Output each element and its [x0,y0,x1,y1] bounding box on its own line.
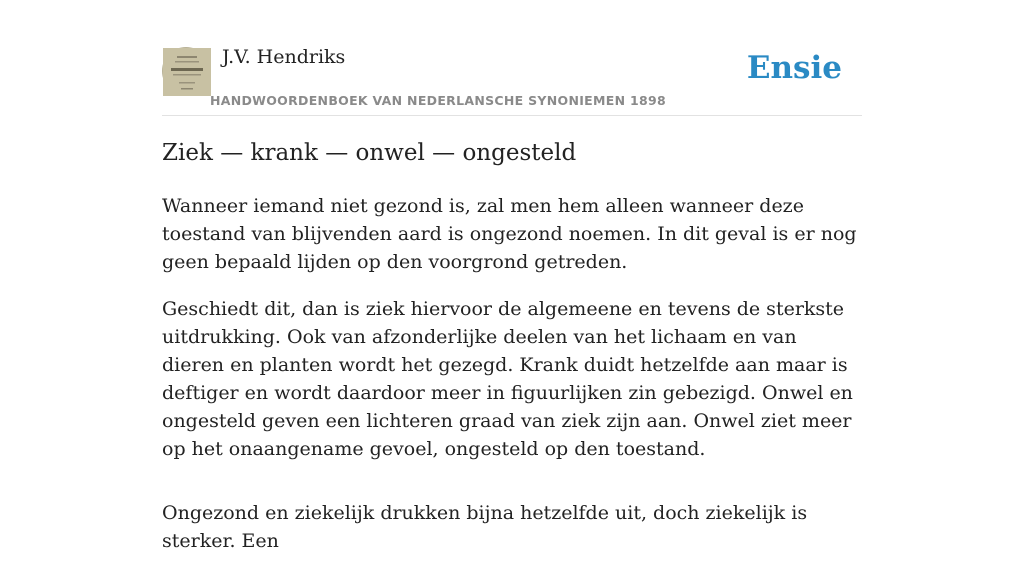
entry-paragraph: Wanneer iemand niet gezond is, zal men hem alleen wanneer deze toestand van blijvenden aard is ongezond noemen. In dit geval is er nog geen bepaald lijden op den voorgrond getreden. [162,195,857,273]
book-cover-icon [163,48,211,96]
page-container [162,0,862,552]
entry-paragraph: Ongezond en ziekelijk drukken bijna hetzelfde uit, doch ziekelijk is sterker. Een [162,502,808,552]
entry-paragraph: Geschiedt dit, dan is ziek hiervoor de algemeene en tevens de sterkste uitdrukking. Ook van afzonderlijke deelen van het lichaam en van dieren en planten wordt het gezegd. Krank duidt hetzelfde aan maar is deftiger en wordt daardoor meer in figuurlijken zin gebezigd. Onwel en ongesteld geven een lichteren graad van ziek zijn aan. Onwel ziet meer op het onaangename gevoel, ongesteld op den toestand. [162,298,853,460]
ensie-logo[interactable]: Ensie [746,50,842,86]
author-name[interactable]: J.V. Hendriks [222,46,346,68]
entry-body [162,192,862,574]
header [162,0,862,116]
source-title[interactable]: HANDWOORDENBOEK VAN NEDERLANSCHE SYNONIEMEN 1898 [210,93,667,108]
entry-title: Ziek — krank — onwel — ongesteld [162,140,577,166]
author-avatar[interactable] [162,47,210,95]
